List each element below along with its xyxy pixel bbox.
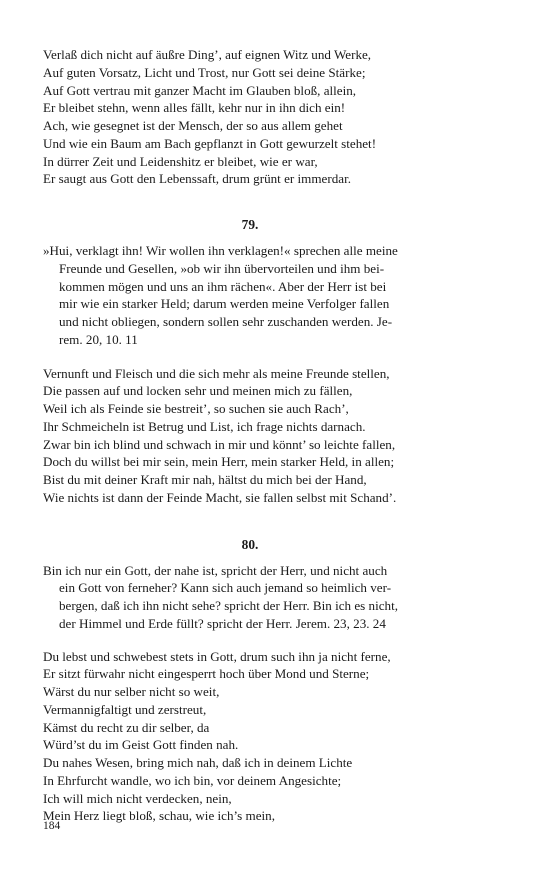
verse-line: Die passen auf und locken sehr und meinen mich zu fällen, bbox=[43, 383, 353, 399]
book-page bbox=[43, 46, 457, 825]
verse-line: Du nahes Wesen, bring mich nah, daß ich in deinem Lichte bbox=[43, 755, 353, 770]
verse-line: Weil ich als Feinde sie bestreit’, so suchen sie auch Rach’, bbox=[43, 401, 349, 416]
verse-line: Ach, wie gesegnet ist der Mensch, der so aus allem gehet bbox=[43, 118, 343, 133]
verse-line: Er sitzt fürwahr nicht eingesperrt hoch über Mond und Sterne; bbox=[43, 666, 370, 682]
scripture-line: bergen, daß ich ihn nicht sehe? spricht der Herr. Bin ich es nicht, bbox=[59, 598, 399, 613]
scripture-line: ein Gott von ferneher? Kann sich auch jemand so heimlich ver- bbox=[59, 580, 392, 596]
verse-line: Mein Herz liegt bloß, schau, wie ich’s mein, bbox=[43, 808, 275, 824]
verse-line: Und wie ein Baum am Bach gepflanzt in Gott gewurzelt stehet! bbox=[43, 135, 377, 151]
scripture-line: »Hui, verklagt ihn! Wir wollen ihn verklagen!« sprechen alle meine bbox=[43, 243, 398, 258]
scripture-line: und nicht obliegen, sondern sollen sehr zuschanden werden. Je- bbox=[59, 314, 393, 329]
verse-stanza-top bbox=[43, 46, 457, 188]
scripture-line: mir wie ein starker Held; darum werden meine Verfolger fallen bbox=[59, 296, 390, 312]
verse-line: Wärst du nur selber nicht so weit, bbox=[43, 684, 220, 699]
section-number-80: 80. bbox=[241, 536, 259, 552]
verse-line: Zwar bin ich blind und schwach in mir und könnt’ so leichte fallen, bbox=[43, 436, 396, 452]
verse-line: Du lebst und schwebest stets in Gott, drum such ihn ja nicht ferne, bbox=[43, 648, 391, 664]
verse-line: Auf Gott vertrau mit ganzer Macht im Glauben bloß, allein, bbox=[43, 82, 357, 98]
verse-line: Verlaß dich nicht auf äußre Ding’, auf eignen Witz und Werke, bbox=[43, 47, 372, 62]
verse-line: Auf guten Vorsatz, Licht und Trost, nur Gott sei deine Stärke; bbox=[43, 64, 366, 80]
verse-line: Vermannigfaltigt und zerstreut, bbox=[43, 701, 207, 717]
scripture-line: Freunde und Gesellen, »ob wir ihn übervorteilen und ihm bei- bbox=[59, 260, 385, 276]
scripture-quote-79 bbox=[43, 242, 457, 349]
verse-line: Wie nichts ist dann der Feinde Macht, sie fallen selbst mit Schand’. bbox=[43, 489, 397, 505]
scripture-line: rem. 20, 10. 11 bbox=[59, 331, 138, 347]
verse-line: Er saugt aus Gott den Lebenssaft, drum grünt er immerdar. bbox=[43, 171, 351, 187]
verse-line: Doch du willst bei mir sein, mein Herr, mein starker Held, in allen; bbox=[43, 454, 395, 470]
verse-line: Würd’st du im Geist Gott finden nah. bbox=[43, 737, 239, 753]
verse-line: Ihr Schmeicheln ist Betrug und List, ich frage nichts darnach. bbox=[43, 418, 366, 434]
page-number: 184 bbox=[43, 820, 61, 832]
verse-line: Ich will mich nicht verdecken, nein, bbox=[43, 790, 232, 806]
verse-line: Vernunft und Fleisch und die sich mehr als meine Freunde stellen, bbox=[43, 365, 390, 381]
verse-line: Er bleibet stehn, wenn alles fällt, kehr nur in ihn dich ein! bbox=[43, 100, 346, 116]
scripture-line: kommen mögen und uns an ihm rächen«. Aber der Herr ist bei bbox=[59, 278, 387, 294]
verse-stanza-79 bbox=[43, 365, 457, 507]
scripture-line: Bin ich nur ein Gott, der nahe ist, spricht der Herr, und nicht auch bbox=[43, 562, 388, 578]
verse-line: In dürrer Zeit und Leidenshitz er bleibet, wie er war, bbox=[43, 153, 318, 169]
verse-line: In Ehrfurcht wandle, wo ich bin, vor deinem Angesichte; bbox=[43, 772, 342, 788]
scripture-line: der Himmel und Erde füllt? spricht der Herr. Jerem. 23, 23. 24 bbox=[59, 615, 386, 631]
scripture-quote-80 bbox=[43, 562, 457, 633]
verse-line: Kämst du recht zu dir selber, da bbox=[43, 719, 210, 735]
verse-line: Bist du mit deiner Kraft mir nah, hältst du mich bei der Hand, bbox=[43, 472, 367, 487]
section-number-79: 79. bbox=[241, 217, 259, 232]
verse-stanza-80 bbox=[43, 648, 457, 826]
